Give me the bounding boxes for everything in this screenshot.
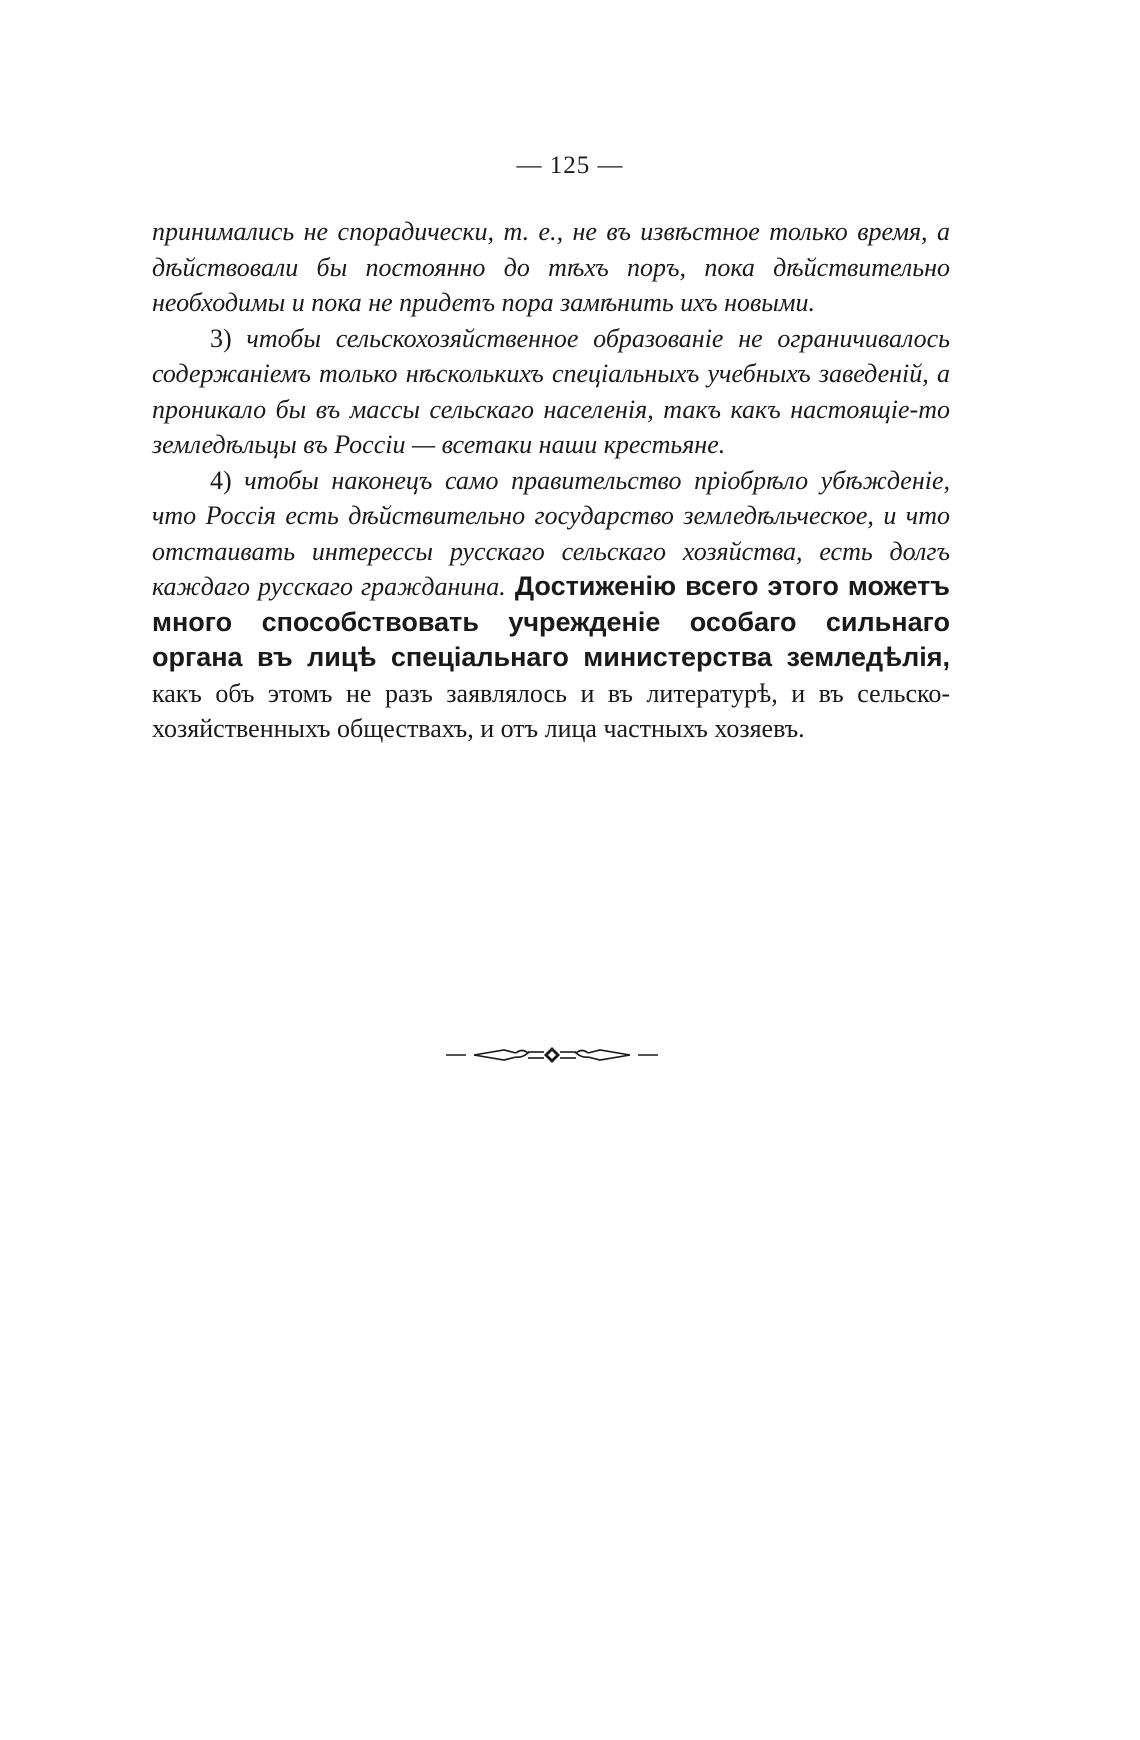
paragraph-continuation xyxy=(152,214,950,321)
item-3-marker: 3) xyxy=(210,323,232,353)
item-4-bold-text: Достиженію всего этого можетъ много способствовать учрежденіе особаго сильнаго органа въ лицѣ спеціальнаго министерства земледѣлія, xyxy=(152,571,950,672)
item-4-marker: 4) xyxy=(210,465,232,495)
item-3-text: чтобы сельскохозяйственное образованіе не ограничивалось содержаніемъ только нѣсколькихъ спеціальныхъ учебныхъ заведеній, а проникало бы въ массы сельскаго населенія, такъ какъ настоящіе-то земледѣльцы въ Россіи — всетаки наши крестьяне. xyxy=(152,323,950,459)
item-4-regular-text: какъ объ этомъ не разъ заявлялось и въ литературѣ, и въ сельско-хозяйственныхъ обществахъ, и отъ лица частныхъ хозяевъ. xyxy=(152,678,950,743)
page-number: — 125 — xyxy=(516,152,624,179)
item-4-italic-text: чтобы наконецъ само правительство пріобрѣло убѣжденіе, что Россія есть дѣйствительно государство земледѣльческое, и что отстаивать интерессы русскаго сельскаго хозяйства, есть долгъ каждаго русскаго гражданина. xyxy=(152,465,950,601)
paragraph-item-4 xyxy=(152,463,950,747)
paragraph-1-text: принимались не спорадически, т. е., не въ извѣстное только время, а дѣйствовали бы постоянно до тѣхъ поръ, пока дѣйствительно необходимы и пока не придетъ пора замѣнить ихъ новыми. xyxy=(152,217,950,317)
decorative-rule-icon xyxy=(444,1044,660,1066)
body-text xyxy=(152,214,950,747)
paragraph-item-3 xyxy=(152,321,950,463)
